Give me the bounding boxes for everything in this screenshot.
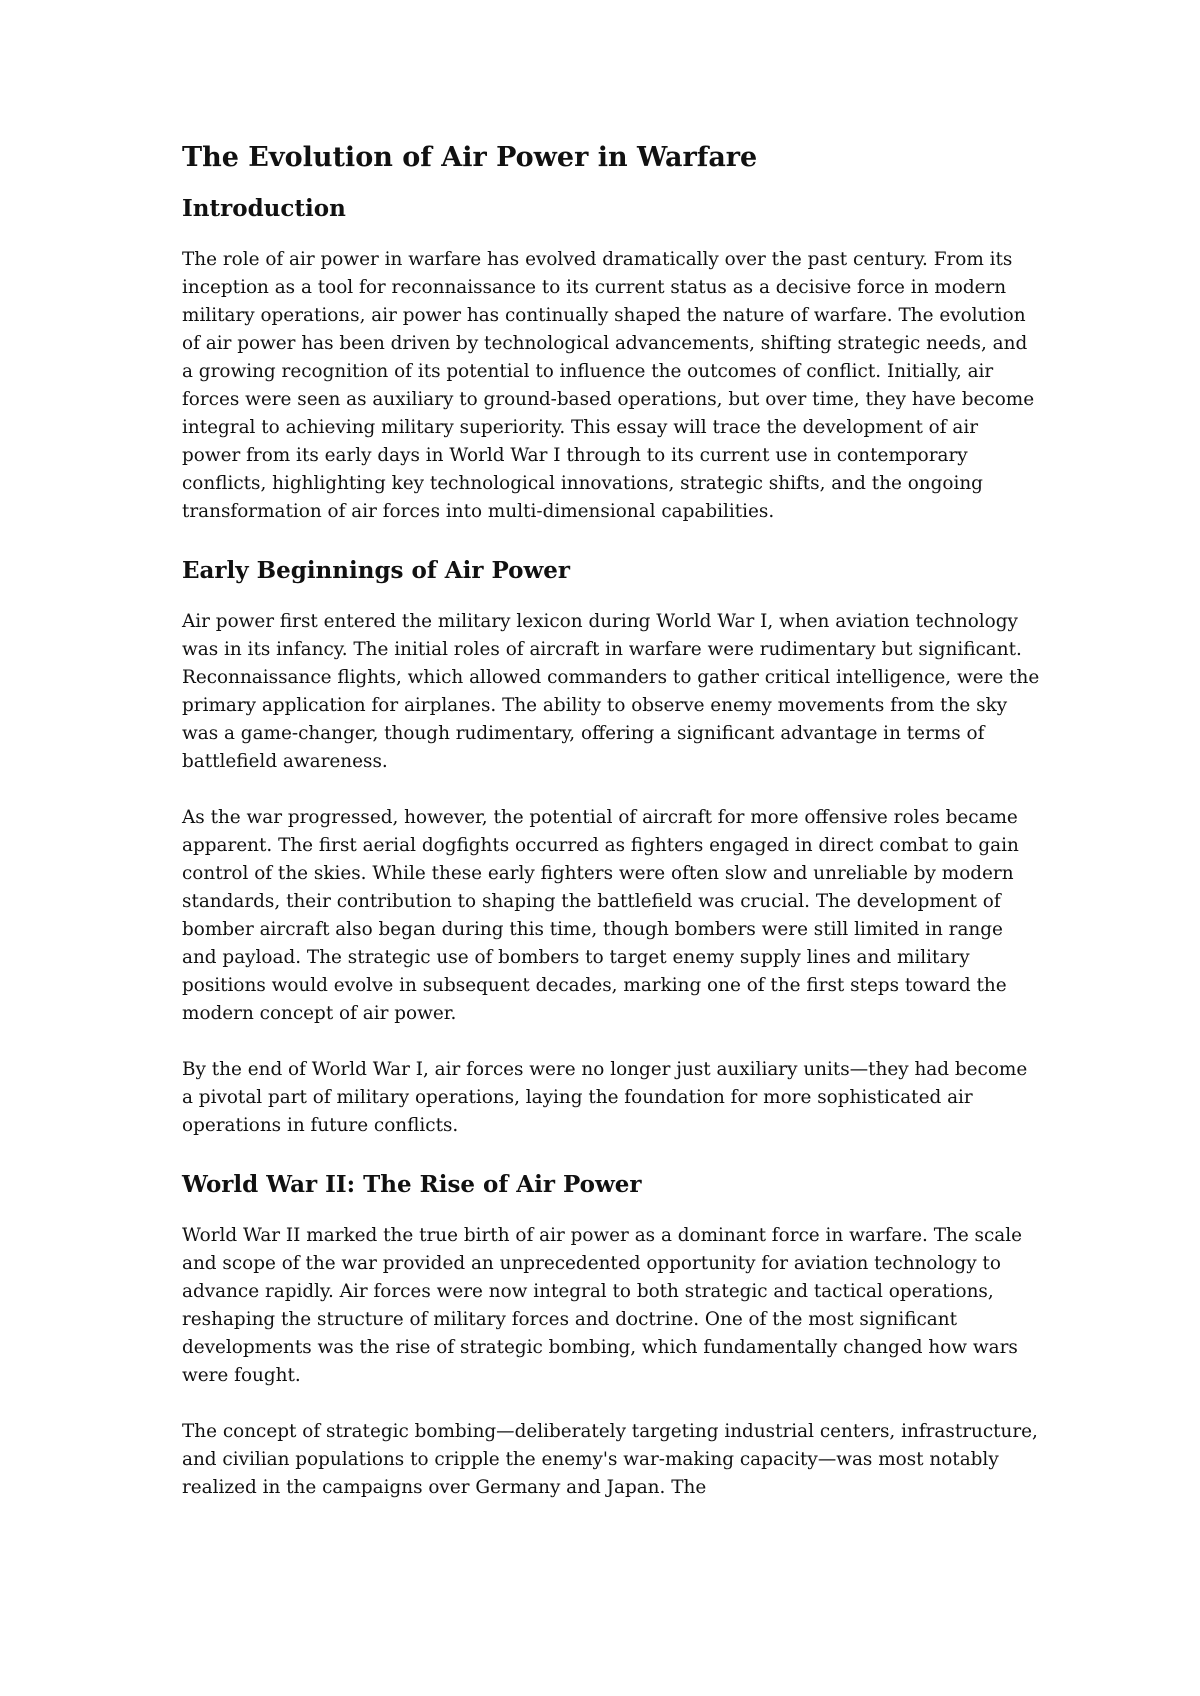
paragraph: The role of air power in warfare has evolved dramatically over the past century. From its inception as a tool for reconnaissance to its current status as a decisive force in modern military operations, air power has continually shaped the nature of warfare. The evolution of air power has been driven by technological advancements, shifting strategic needs, and a growing recognition of its potential to influence the outcomes of conflict. Initially, air forces were seen as auxiliary to ground-based operations, but over time, they have become integral to achieving military superiority. This essay will trace the development of air power from its early days in World War I through to its current use in contemporary conflicts, highlighting key technological innovations, strategic shifts, and the ongoing transformation of air forces into multi-dimensional capabilities. xyxy=(182,249,1035,522)
section-heading-world-war-ii: World War II: The Rise of Air Power xyxy=(182,1171,642,1198)
paragraph: The concept of strategic bombing—deliberately targeting industrial centers, infrastructure, and civilian populations to cripple the enemy's war-making capacity—was most notably realized in the campaigns over Germany and Japan. The xyxy=(182,1421,1038,1498)
section-introduction xyxy=(182,192,1042,526)
section-heading-early-beginnings: Early Beginnings of Air Power xyxy=(182,557,571,584)
paragraph: Air power first entered the military lexicon during World War I, when aviation technology was in its infancy. The initial roles of aircraft in warfare were rudimentary but significant. Reconnaissance flights, which allowed commanders to gather critical intelligence, were the primary application for airplanes. The ability to observe enemy movements from the sky was a game-changer, though rudimentary, offering a significant advantage in terms of battlefield awareness. xyxy=(182,611,1040,772)
document-title: The Evolution of Air Power in Warfare xyxy=(182,142,758,173)
paragraph: By the end of World War I, air forces were no longer just auxiliary units—they had become a pivotal part of military operations, laying the foundation for more sophisticated air operations in future conflicts. xyxy=(182,1059,1028,1136)
paragraph: As the war progressed, however, the potential of aircraft for more offensive roles became apparent. The first aerial dogfights occurred as fighters engaged in direct combat to gain control of the skies. While these early fighters were often slow and unreliable by modern standards, their contribution to shaping the battlefield was crucial. The development of bomber aircraft also began during this time, though bombers were still limited in range and payload. The strategic use of bombers to target enemy supply lines and military positions would evolve in subsequent decades, marking one of the first steps toward the modern concept of air power. xyxy=(182,807,1019,1024)
section-world-war-ii xyxy=(182,1168,1042,1502)
document-page xyxy=(182,138,1042,1502)
section-early-beginnings xyxy=(182,554,1042,1140)
paragraph: World War II marked the true birth of air power as a dominant force in warfare. The scale and scope of the war provided an unprecedented opportunity for aviation technology to advance rapidly. Air forces were now integral to both strategic and tactical operations, reshaping the structure of military forces and doctrine. One of the most significant developments was the rise of strategic bombing, which fundamentally changed how wars were fought. xyxy=(182,1225,1023,1386)
section-heading-introduction: Introduction xyxy=(182,195,346,222)
